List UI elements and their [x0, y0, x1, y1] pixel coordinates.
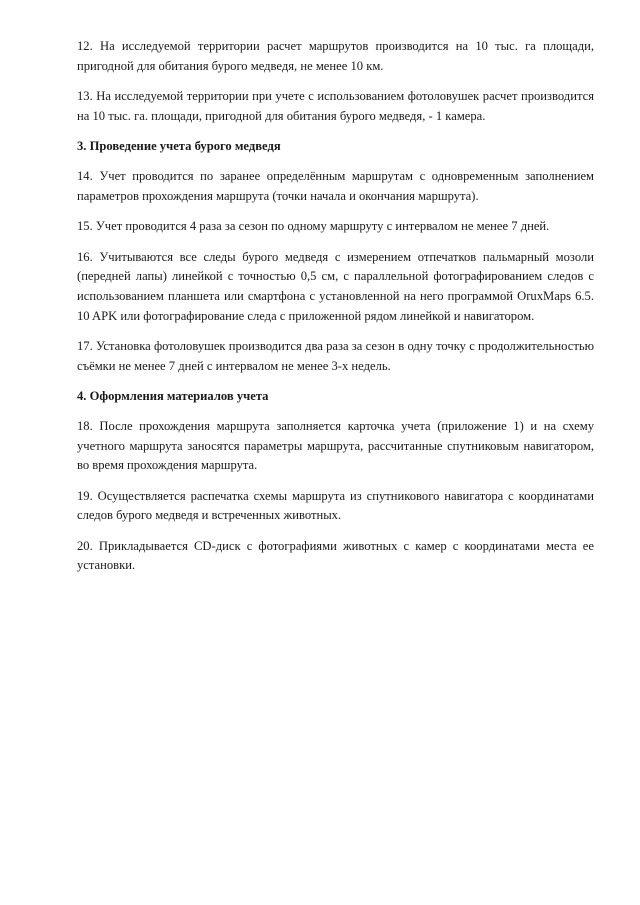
paragraph-17: 17. Установка фотоловушек производится два раза за сезон в одну точку с продолжительностью съёмки не менее 7 дней с интервалом не менее 3-х недель.: [77, 339, 594, 373]
section-heading-4: 4. Оформления материалов учета: [77, 389, 269, 404]
paragraph-18: 18. После прохождения маршрута заполняется карточка учета (приложение 1) и на схему учетного маршрута заносятся параметры маршрута, рассчитанные спутниковым навигатором, во время прохождения маршрута.: [77, 418, 594, 473]
paragraph-16: 16. Учитываются все следы бурого медведя с измерением отпечатков пальмарный мозоли (передней лапы) линейкой с точностью 0,5 см, с параллельной фотографированием следов с использованием планшета или смартфона с установленной на него программой OruxMaps 6.5. 10 APK или фотографирование следа с приложенной рядом линейкой и навигатором.: [77, 249, 594, 323]
paragraph-14: 14. Учет проводится по заранее определённым маршрутам с одновременным заполнением параметров прохождения маршрута (точки начала и окончания маршрута).: [77, 168, 594, 203]
document-page: [77, 37, 594, 587]
paragraph-20: 20. Прикладывается CD-диск с фотографиями животных с камер с координатами места ее установки.: [77, 538, 594, 573]
paragraph-15: 15. Учет проводится 4 раза за сезон по одному маршруту с интервалом не менее 7 дней.: [77, 219, 550, 234]
paragraph-12: 12. На исследуемой территории расчет маршрутов производится на 10 тыс. га площади, пригодной для обитания бурого медведя, не менее 10 км.: [77, 39, 594, 73]
section-heading-3: 3. Проведение учета бурого медведя: [77, 139, 281, 154]
paragraph-13: 13. На исследуемой территории при учете с использованием фотоловушек расчет производится на 10 тыс. га. площади, пригодной для обитания бурого медведя, - 1 камера.: [77, 89, 594, 123]
paragraph-19: 19. Осуществляется распечатка схемы маршрута из спутникового навигатора с координатами следов бурого медведя и встреченных животных.: [77, 488, 594, 523]
